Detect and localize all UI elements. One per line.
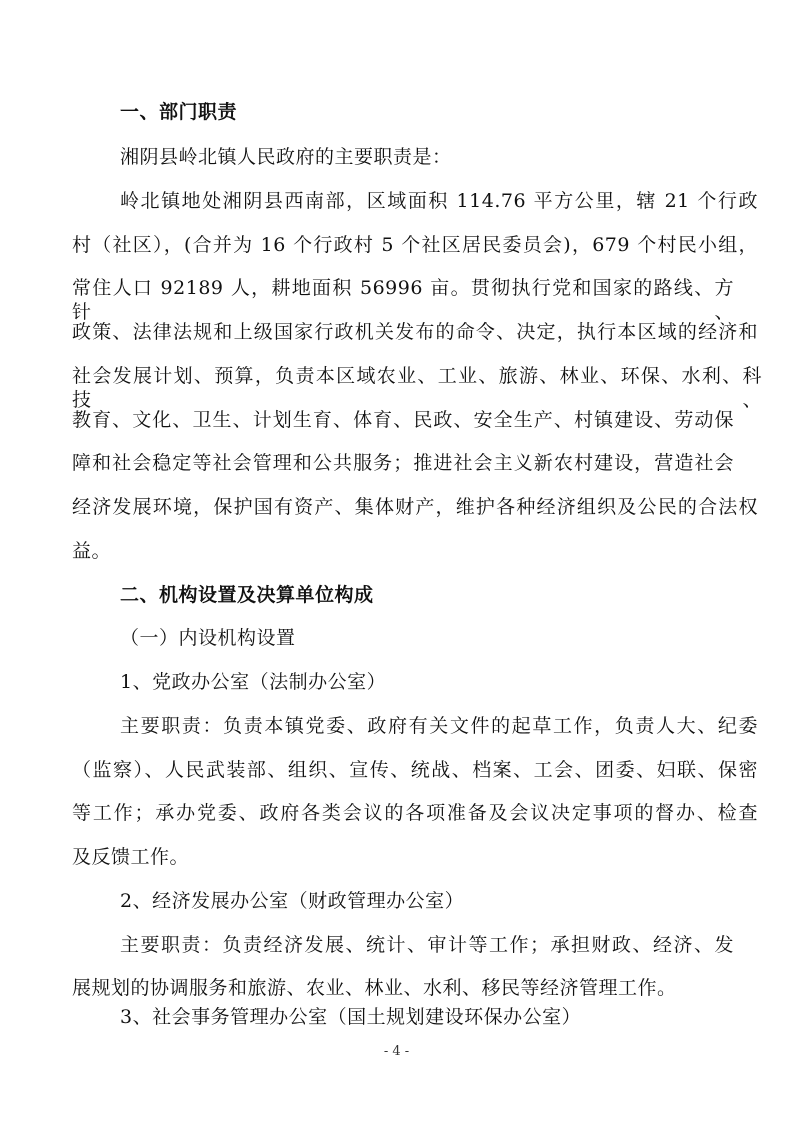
office1-title: 1、党政办公室（法制办公室）	[120, 671, 387, 693]
section1-heading: 一、部门职责	[120, 101, 238, 123]
office1-duty-line-3: 等工作；承办党委、政府各类会议的各项准备及会议决定事项的督办、检查	[72, 802, 758, 824]
page-number: - 4 -	[383, 1044, 410, 1059]
section2-heading: 二、机构设置及决算单位构成	[120, 584, 374, 606]
section1-intro: 湘阴县岭北镇人民政府的主要职责是：	[120, 146, 452, 168]
section1-line-4: 政策、法律法规和上级国家行政机关发布的命令、决定，执行本区域的经济和	[72, 321, 758, 343]
office1-duty-line-4: 及反馈工作。	[72, 846, 190, 868]
office2-duty-line-2: 展规划的协调服务和旅游、农业、林业、水利、移民等经济管理工作。	[72, 977, 677, 999]
section1-line-3: 常住人口 92189 人，耕地面积 56996 亩。贯彻执行党和国家的路线、方针、	[72, 277, 734, 323]
section2-subheading: （一）内设机构设置	[120, 627, 296, 649]
office3-title: 3、社会事务管理办公室（国土规划建设环保办公室）	[120, 1006, 582, 1028]
office1-duty-line-1: 主要职责：负责本镇党委、政府有关文件的起草工作，负责人大、纪委	[120, 715, 758, 737]
section1-line-6: 教育、文化、卫生、计划生育、体育、民政、安全生产、村镇建设、劳动保	[72, 409, 734, 431]
office1-duty-line-2: （监察）、人民武装部、组织、宣传、统战、档案、工会、团委、妇联、保密	[72, 759, 758, 781]
section1-line-8: 经济发展环境，保护国有资产、集体财产，维护各种经济组织及公民的合法权	[72, 496, 758, 518]
section1-line-1: 岭北镇地处湘阴县西南部，区域面积 114.76 平方公里，辖 21 个行政	[120, 190, 758, 212]
office2-title: 2、经济发展办公室（财政管理办公室）	[120, 890, 465, 912]
section1-line-2: 村（社区），(合并为 16 个行政村 5 个社区居民委员会)，679 个村民小组，	[72, 234, 758, 256]
section1-line-9: 益。	[72, 540, 112, 562]
office2-duty-line-1: 主要职责：负责经济发展、统计、审计等工作；承担财政、经济、发	[120, 934, 734, 956]
section1-line-5: 社会发展计划、预算，负责本区域农业、工业、旅游、林业、环保、水利、科技、	[72, 365, 762, 411]
section1-line-7: 障和社会稳定等社会管理和公共服务；推进社会主义新农村建设，营造社会	[72, 452, 734, 474]
